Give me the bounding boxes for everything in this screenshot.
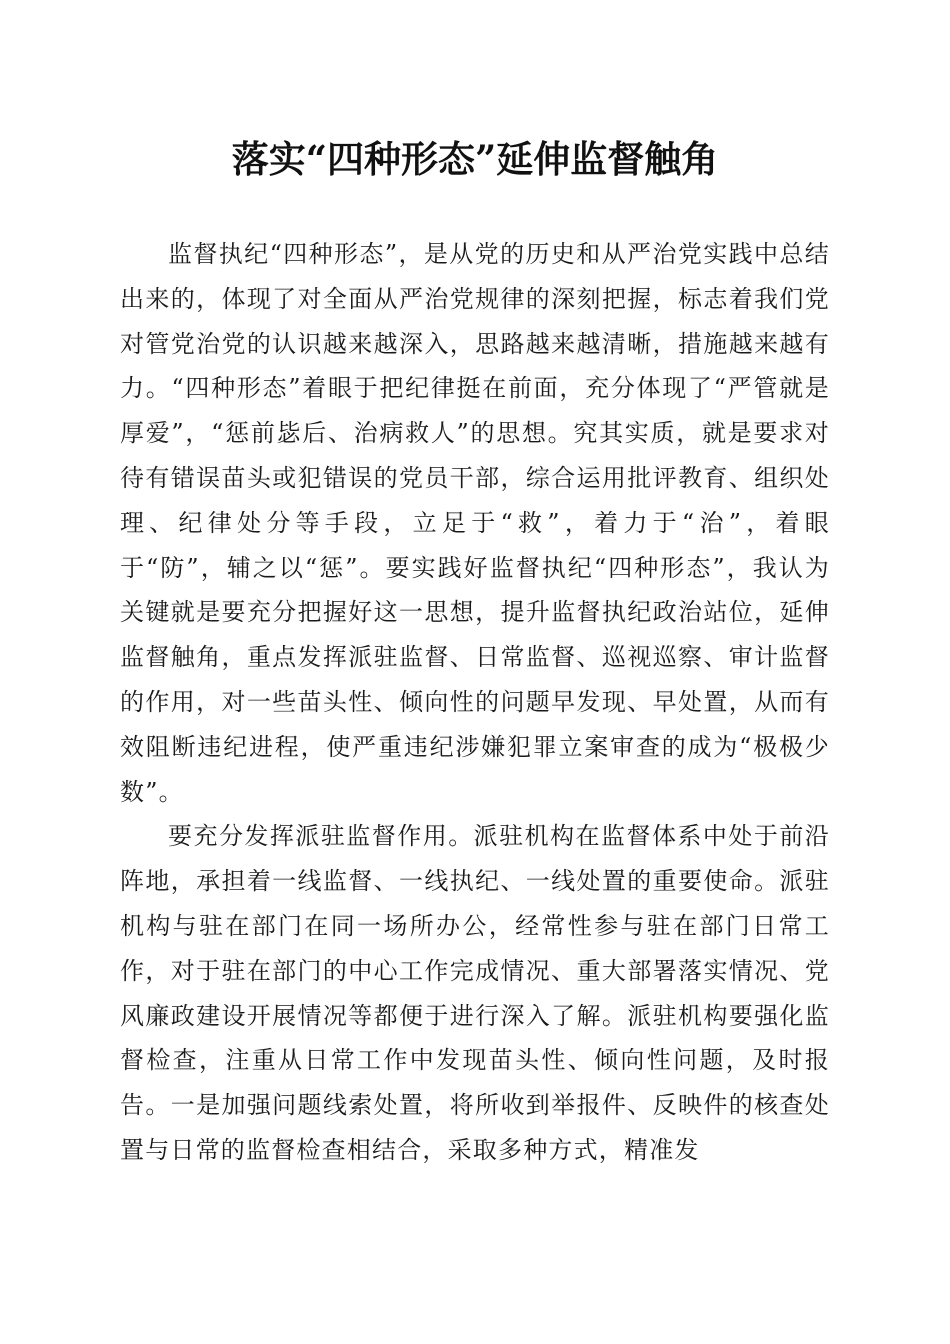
paragraph-1: 监督执纪“四种形态”，是从党的历史和从严治党实践中总结出来的，体现了对全面从严治党规律的深刻把握，标志着我们党对管党治党的认识越来越深入，思路越来越清晰，措施越来越有力。“四种形态”着眼于把纪律挺在前面，充分体现了“严管就是厚爱”，“惩前毖后、治病救人”的思想。究其实质，就是要求对待有错误苗头或犯错误的党员干部，综合运用批评教育、组织处理、纪律处分等手段，立足于“救”，着力于“治”，着眼于“防”，辅之以“惩”。要实践好监督执纪“四种形态”，我认为关键就是要充分把握好这一思想，提升监督执纪政治站位，延伸监督触角，重点发挥派驻监督、日常监督、巡视巡察、审计监督的作用，对一些苗头性、倾向性的问题早发现、早处置，从而有效阻断违纪进程，使严重违纪涉嫌犯罪立案审查的成为“极极少数”。 (120, 240, 830, 806)
document-body (120, 232, 830, 1173)
paragraph-2: 要充分发挥派驻监督作用。派驻机构在监督体系中处于前沿阵地，承担着一线监督、一线执纪、一线处置的重要使命。派驻机构与驻在部门在同一场所办公，经常性参与驻在部门日常工作，对于驻在部门的中心工作完成情况、重大部署落实情况、党风廉政建设开展情况等都便于进行深入了解。派驻机构要强化监督检查，注重从日常工作中发现苗头性、倾向性问题，及时报告。一是加强问题线索处置，将所收到举报件、反映件的核查处置与日常的监督检查相结合，采取多种方式，精准发 (120, 822, 830, 1164)
document-title: 落实“四种形态”延伸监督触角 (231, 137, 719, 181)
